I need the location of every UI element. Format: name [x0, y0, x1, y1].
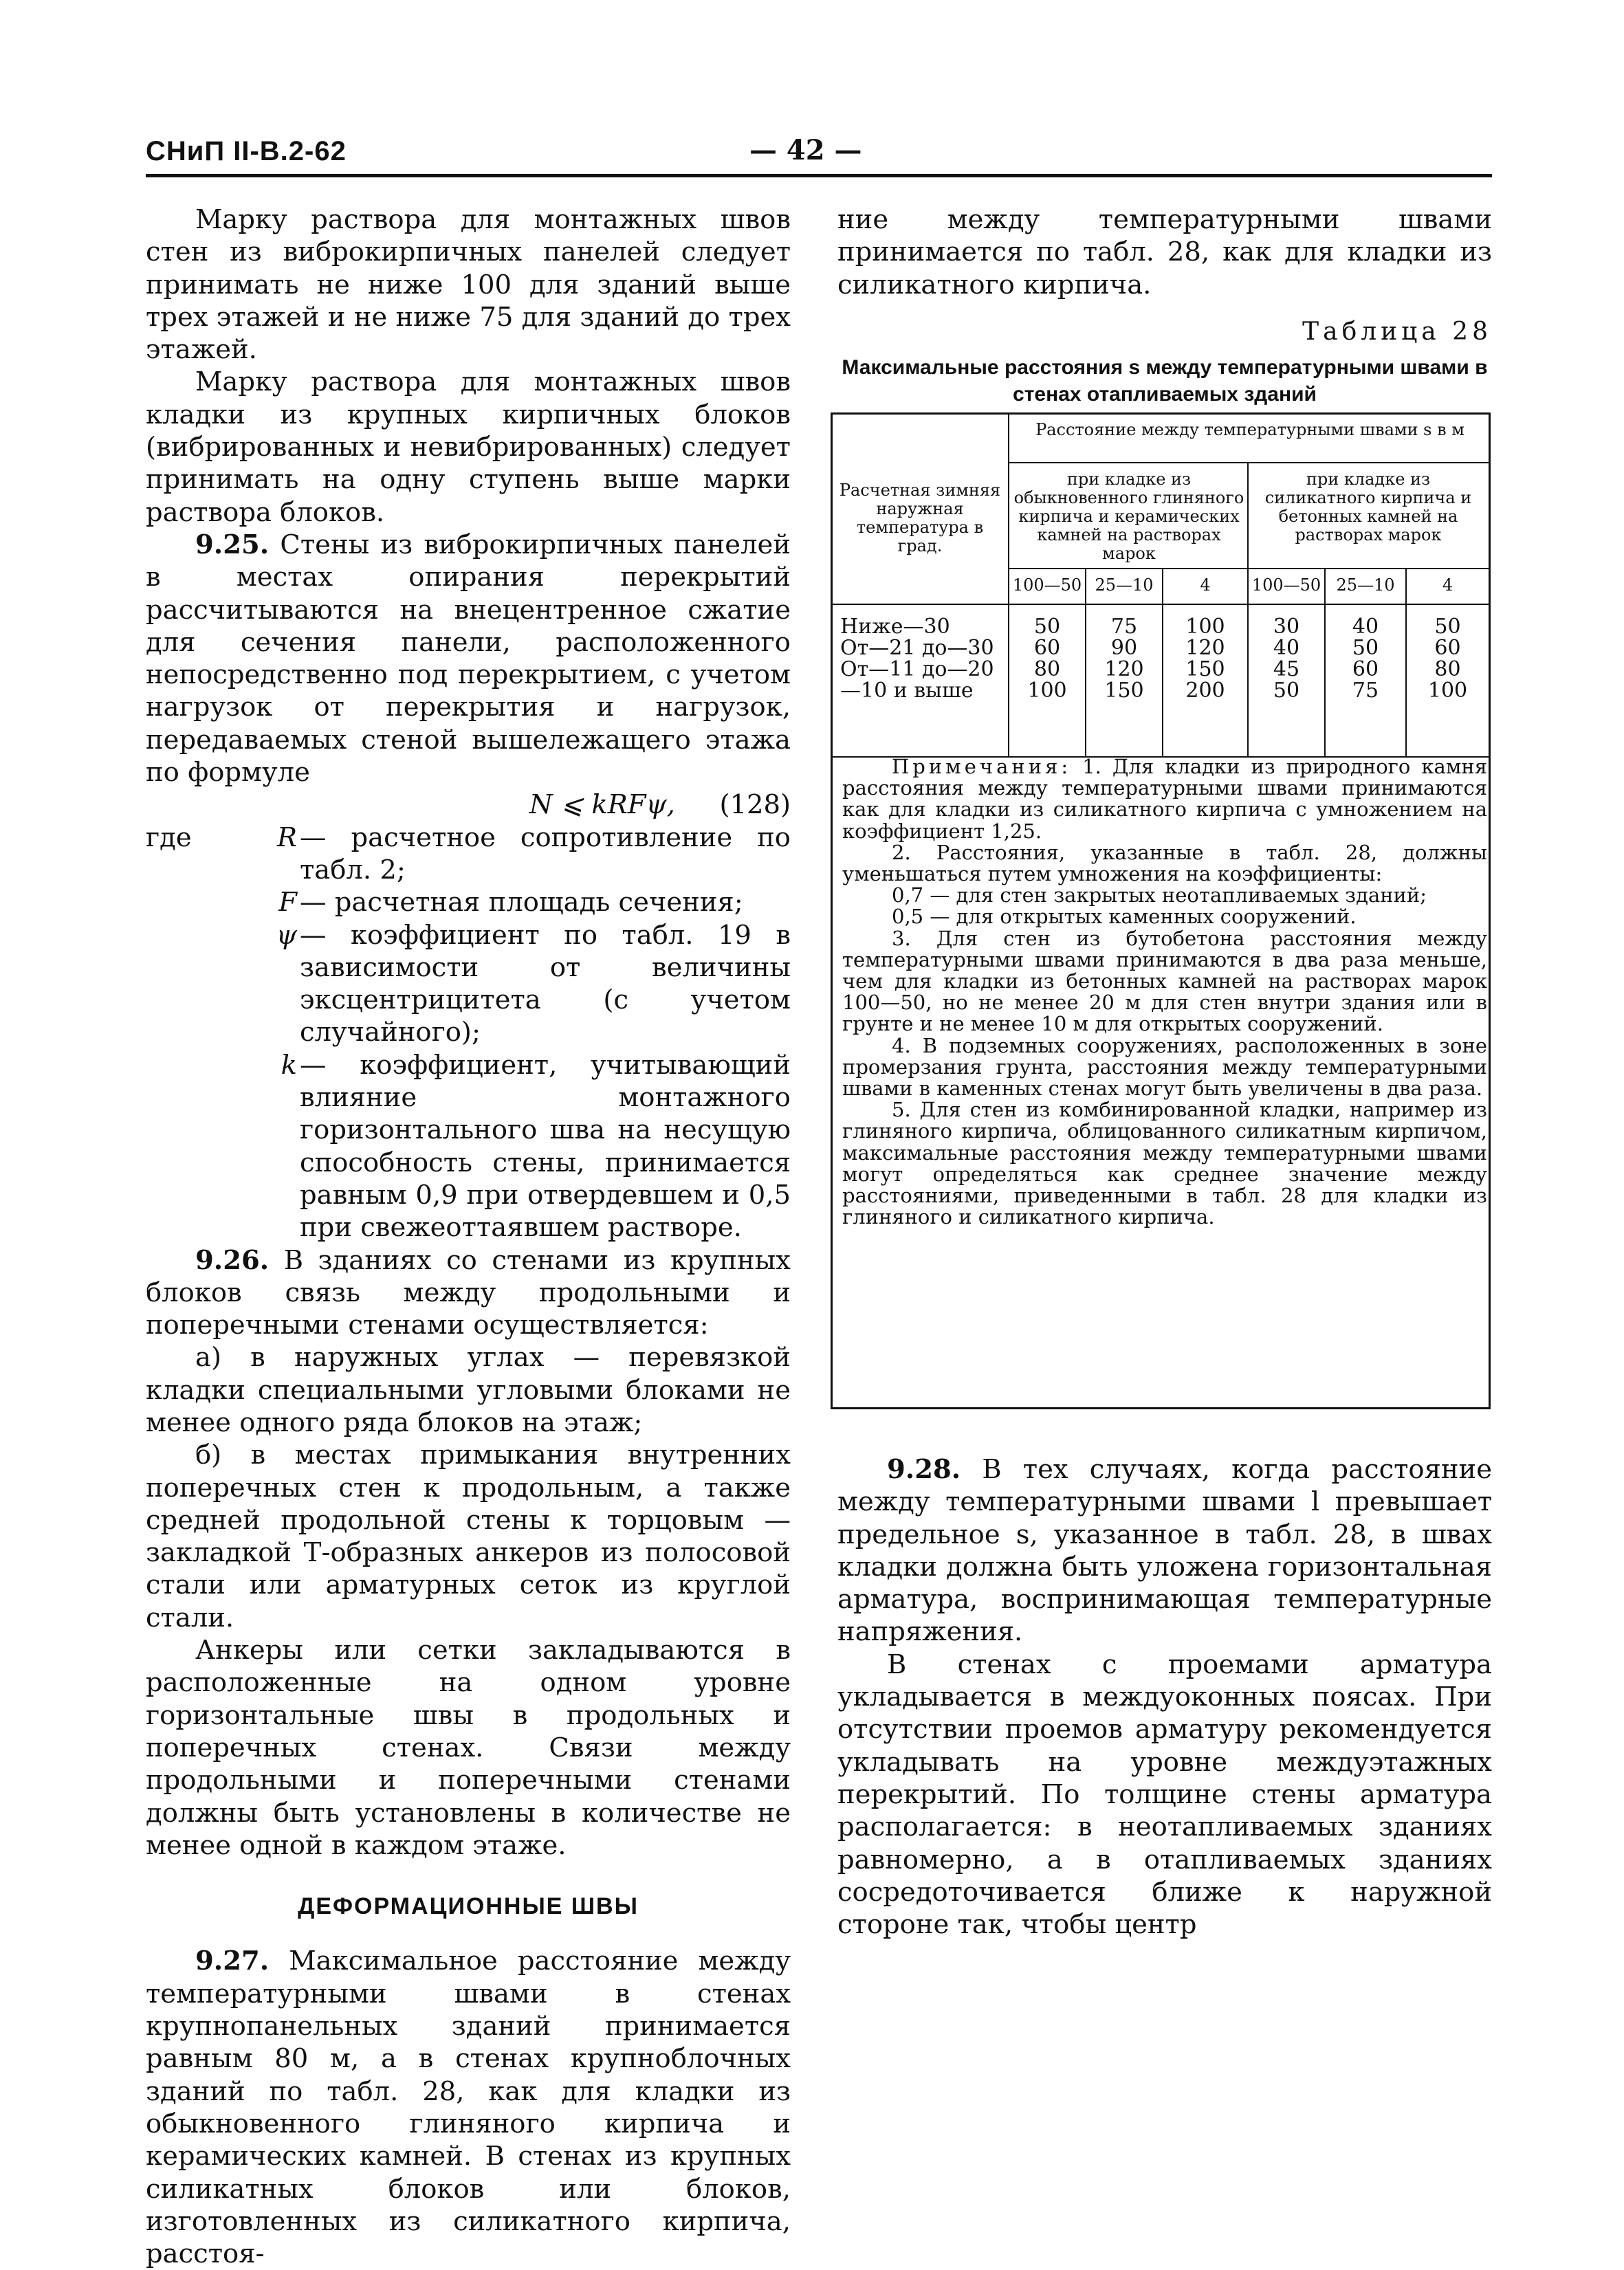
- mark-header: 100—50: [1012, 575, 1082, 595]
- table-cell: 80: [1434, 657, 1461, 681]
- clause-number: 9.26.: [195, 1244, 270, 1276]
- table-rule: [1009, 462, 1489, 463]
- table-cell: 150: [1185, 657, 1225, 681]
- paragraph: Анкеры или сетки закладываются в расположенные на одном уровне горизонтальные швы в продольных и поперечных стенах. Связи между продольными и поперечными стенами должны быть установлены в количестве не менее одной в каждом этаже.: [146, 1635, 791, 1861]
- table-rule: [831, 412, 1491, 415]
- right-column-bottom: [837, 1453, 1492, 1941]
- notes-title: Примечания:: [892, 755, 1072, 778]
- paragraph: б) в местах примыкания внутренних поперечных стен к продольным, а также средней продольной стены к торцовым — закладкой Т-образных анкеров из полосовой стали или арматурных сеток из круглой стали.: [146, 1440, 791, 1633]
- table-cell: 30: [1273, 615, 1300, 639]
- definition-symbol: k: [281, 1049, 297, 1081]
- note-3: 3. Для стен из бутобетона расстояния между температурными швами принимаются в два раза меньше, чем для кладки из бетонных камней на растворах марок 100—50, но не менее 20 м для стен внутри здания или в грунте и не менее 10 м для открытых сооружений.: [842, 926, 1487, 1036]
- table-cell: 40: [1352, 615, 1379, 639]
- clause-number: 9.28.: [887, 1454, 961, 1485]
- mark-header: 4: [1200, 575, 1211, 595]
- table-cell: 60: [1033, 636, 1061, 660]
- table-rule: [1489, 412, 1491, 1409]
- note-2a: 0,7 — для стен закрытых неотапливаемых зданий;: [892, 883, 1427, 907]
- mark-header: 4: [1442, 575, 1453, 595]
- table-rule: [831, 412, 833, 1409]
- note-2: 2. Расстояния, указанные в табл. 28, должны уменьшаться путем умножения на коэффициенты:: [842, 840, 1487, 886]
- row-label: От—21 до—30: [840, 636, 994, 660]
- paragraph-9-28: [837, 1453, 1492, 1649]
- clause-number: 9.27.: [195, 1946, 270, 1977]
- table-label: Таблица 28: [1302, 318, 1492, 346]
- column-header-temperature: Расчетная зимняя наружная температура в град.: [839, 481, 1001, 555]
- paragraph: а) в наружных углах — перевязкой кладки специальными угловыми блоками не менее одного ряда блоков на этаж;: [146, 1342, 791, 1438]
- table-cell: 75: [1352, 679, 1379, 703]
- table-cell: 50: [1273, 679, 1300, 703]
- table-cell: 45: [1273, 657, 1300, 681]
- right-column-top: [837, 203, 1492, 301]
- note-4: 4. В подземных сооружениях, расположенных в зоне промерзания грунта, расстояния между температурными швами в каменных стенах могут быть увеличены в два раза.: [842, 1033, 1487, 1101]
- formula-128: [146, 789, 791, 821]
- table-cell: 75: [1110, 615, 1138, 639]
- clause-number: 9.25.: [195, 529, 270, 560]
- definition-row: [146, 919, 791, 1049]
- document-code: СНиП II-В.2-62: [146, 136, 347, 166]
- paragraph-9-26: [146, 1244, 791, 1342]
- clause-text: Стены из виброкирпичных панелей в местах опирания перекрытий рассчитываются на внецентренное сжатие для сечения панели, расположенного непосредственно под перекрытием, с учетом нагрузок от перекрытия и нагрузок, передаваемых стеной вышележащего этажа по формуле: [146, 529, 791, 789]
- table-rule: [831, 604, 1491, 605]
- table-cell: 100: [1185, 615, 1225, 639]
- table-cell: 100: [1027, 679, 1067, 703]
- mark-header: 25—10: [1095, 575, 1154, 595]
- paragraph-9-25: [146, 529, 791, 789]
- formula-number: (128): [719, 789, 791, 821]
- where-label: где: [146, 822, 192, 853]
- clause-text: В зданиях со стенами из крупных блоков связь между продольными и поперечными стенами осуществляется:: [146, 1244, 791, 1341]
- definition-symbol: R: [277, 822, 297, 853]
- subheader-silicate-brick: при кладке из силикатного кирпича и бетонных камней на растворах марок: [1264, 470, 1472, 544]
- definition-row: [146, 822, 791, 887]
- table-title: Максимальные расстояния s между температурными швами в стенах отапливаемых зданий: [842, 356, 1488, 406]
- table-cell: 120: [1104, 657, 1144, 681]
- definition-text: — расчетная площадь сечения;: [300, 887, 743, 918]
- section-heading: ДЕФОРМАЦИОННЫЕ ШВЫ: [298, 1893, 639, 1920]
- table-rule: [1247, 462, 1249, 756]
- table-cell: 80: [1033, 657, 1061, 681]
- column-group-header: Расстояние между температурными швами s в м: [1035, 420, 1464, 439]
- definition-text: — коэффициент, учитывающий влияние монтажного горизонтального шва на несущую способность стены, принимается равным 0,9 при отвердевшем и 0,5 при свежеоттаявшем растворе.: [300, 1049, 791, 1244]
- left-column: [146, 203, 791, 2270]
- table-cell: 40: [1273, 636, 1300, 660]
- table-cell: 120: [1185, 636, 1225, 660]
- table-rule: [1009, 568, 1489, 569]
- row-label: От—11 до—20: [840, 657, 994, 681]
- page-number: — 42 —: [749, 134, 862, 166]
- definition-text: — расчетное сопротивление по табл. 2;: [300, 822, 791, 885]
- table-rule: [831, 1407, 1491, 1409]
- table-cell: 60: [1434, 636, 1461, 660]
- table-cell: 50: [1434, 615, 1461, 639]
- paragraph-9-27: [146, 1945, 791, 2270]
- mark-header: 100—50: [1251, 575, 1321, 595]
- row-label: —10 и выше: [840, 679, 974, 703]
- table-cell: 100: [1427, 679, 1468, 703]
- subheader-clay-brick: при кладке из обыкновенного глиняного кирпича и керамических камней на растворах марок: [1013, 470, 1244, 563]
- definition-symbol: ψ: [276, 919, 297, 951]
- definition-row: [146, 1049, 791, 1244]
- formula-expression: N ⩽ kRFψ,: [529, 789, 675, 821]
- note-5: 5. Для стен из комбинированной кладки, например из глиняного кирпича, облицованного силикатным кирпичом, максимальные расстояния между температурными швами могут определяться как среднее значение между расстояниями, приведенными в табл. 28 для кладки из глиняного и силикатного кирпича.: [842, 1098, 1487, 1229]
- formula-definitions: [146, 822, 791, 1244]
- table-cell: 90: [1110, 636, 1138, 660]
- paragraph: В стенах с проемами арматура укладывается в междуоконных поясах. При отсутствии проемов арматуру рекомендуется укладывать на уровне междуэтажных перекрытий. По толщине стены арматура располагается: в неотапливаемых зданиях равномерно, а в отапливаемых зданиях сосредоточивается ближе к наружной стороне так, чтобы центр: [837, 1649, 1492, 1941]
- table-notes: [842, 756, 1487, 1228]
- table-cell: 200: [1185, 679, 1225, 703]
- header-rule: [146, 174, 1492, 177]
- note-2b: 0,5 — для открытых каменных сооружений.: [892, 905, 1357, 929]
- note-text: 1. Для кладки из природного камня расстояния между температурными швами принимаются как для кладки из силикатного кирпича с умножением на коэффициент 1,25.: [842, 755, 1487, 843]
- paragraph: Марку раствора для монтажных швов стен из виброкирпичных панелей следует принимать не ниже 100 для зданий выше трех этажей и не ниже 75 для зданий до трех этажей.: [146, 204, 791, 366]
- clause-text: Максимальное расстояние между температурными швами в стенах крупнопанельных зданий принимается равным 80 м, а в стенах крупноблочных зданий по табл. 28, как для кладки из обыкновенного глиняного кирпича и керамических камней. В стенах из крупных силикатных блоков или блоков, изготовленных из силикатного кирпича, расстоя-: [146, 1946, 791, 2270]
- definition-text: — коэффициент по табл. 19 в зависимости от величины эксцентрицитета (с учетом случайного);: [300, 919, 791, 1048]
- table-cell: 50: [1033, 615, 1061, 639]
- definition-symbol: F: [278, 887, 297, 918]
- table-cell: 50: [1352, 636, 1379, 660]
- note-1: [842, 756, 1487, 842]
- table-cell: 150: [1104, 679, 1144, 703]
- definition-row: [146, 886, 791, 918]
- mark-header: 25—10: [1336, 575, 1395, 595]
- table-cell: 60: [1352, 657, 1379, 681]
- paragraph: Марку раствора для монтажных швов кладки из крупных кирпичных блоков (вибрированных и невибрированных) следует принимать на одну ступень выше марки раствора блоков.: [146, 366, 791, 528]
- paragraph: ние между температурными швами принимается по табл. 28, как для кладки из силикатного кирпича.: [837, 204, 1492, 300]
- row-label: Ниже—30: [840, 615, 950, 639]
- clause-text: В тех случаях, когда расстояние между температурными швами l превышает предельное s, указанное в табл. 28, в швах кладки должна быть уложена горизонтальная арматура, воспринимающая температурные напряжения.: [837, 1454, 1492, 1648]
